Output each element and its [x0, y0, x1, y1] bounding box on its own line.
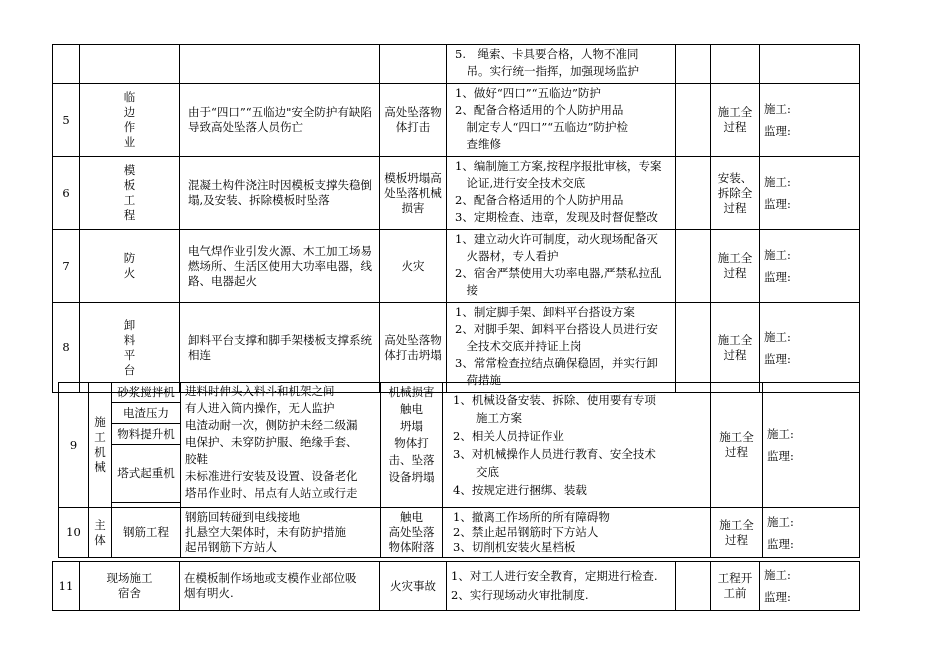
hazard-cell: 由于“四口”“五临边"安全防护有缺陷导致高处坠落人员伤亡 [180, 84, 380, 157]
accident-cell: 火灾事故 [380, 562, 447, 611]
hazard-cell: 电气焊作业引发火源、木工加工场易燃场所、生活区使用大功率电器，线路、电器起火 [180, 230, 380, 303]
empty-cell [676, 303, 711, 393]
timing-cell: 施工全过程 [711, 508, 763, 558]
empty-cell [676, 84, 711, 157]
timing-cell: 安装、拆除全过程 [711, 157, 760, 230]
accident-cell: 触电 高处坠落 物体附落 [381, 508, 443, 558]
sign-cell: 施工: 监理: [760, 157, 860, 230]
measures-cell: 1、编制施工方案,按程序报批审核，专案 论证,进行安全技术交底 2、配备合格适用的个人防护用品 3、定期检查、违章，发现及时督促整改 [447, 157, 676, 230]
safety-table-row9 [58, 382, 860, 508]
table-row [53, 84, 860, 157]
safety-table-row10 [58, 507, 860, 558]
category-cell: 现场施工 宿舍 [80, 562, 180, 611]
sign-cell: 施工: 监理: [760, 84, 860, 157]
category-cell: 主 体 [89, 508, 112, 558]
row-number: 6 [53, 157, 80, 230]
row-number: 9 [59, 383, 89, 508]
table-row [59, 508, 860, 558]
measures-cell: 1、机械设备安装、拆除、使用要有专项 施工方案 2、相关人员持证作业 3、对机械操作人员进行教育、安全技术 交底 4、按规定进行捆绑、装载 [443, 383, 711, 508]
hazard-cell: 卸料平台支撑和脚手架楼板支撑系统相连 [180, 303, 380, 393]
hazard-cell: 进料时伸头入料斗和机架之间 有人进入筒内操作，无人监护 电渣动耐一次，侧防护未经二级漏 电保护、未穿防护服、绝缘手套、 胶鞋 未标准进行安装及设置、设备老化 塔吊作业时、吊点有人站立或行走 [181, 383, 381, 508]
category-cell: 防 火 [80, 230, 180, 303]
machine-item: 砂浆搅拌机 [112, 383, 181, 403]
accident-cell: 模板坍塌高处坠落机械损害 [380, 157, 447, 230]
hazard-cell [180, 45, 380, 84]
machine-item: 塔式起重机 [112, 445, 181, 503]
empty-cell [676, 45, 711, 84]
accident-cell [380, 45, 447, 84]
sign-cell: 施工: 监理: [763, 383, 860, 508]
table-row [59, 383, 860, 403]
accident-cell: 机械损害 触电 坍塌 物体打 击、坠落 设备坍塌 [381, 383, 443, 508]
timing-cell: 施工全过程 [711, 383, 763, 508]
sign-cell: 施工: 监理: [760, 303, 860, 393]
empty-cell [676, 230, 711, 303]
empty-cell [676, 157, 711, 230]
measures-cell: 5. 绳索、卡具要合格，人物不准同 吊。实行统一指挥，加强现场监护 [447, 45, 676, 84]
sign-cell: 施工: 监理: [760, 230, 860, 303]
safety-table-main [52, 44, 860, 393]
measures-cell: 1、建立动火许可制度，动火现场配备灭 火器材，专人看护 2、宿舍严禁使用大功率电器,严禁私拉乱 接 [447, 230, 676, 303]
sign-cell: 施工: 监理: [763, 508, 860, 558]
table-row [53, 45, 860, 84]
sign-cell: 施工: 监理: [760, 562, 860, 611]
safety-table-row11 [52, 561, 860, 611]
table-row [53, 157, 860, 230]
table-row [53, 562, 860, 611]
accident-cell: 高处坠落物体打击坍塌 [380, 303, 447, 393]
row-number: 5 [53, 84, 80, 157]
timing-cell: 工程开 工前 [711, 562, 760, 611]
timing-cell: 施工全过程 [711, 230, 760, 303]
measures-cell: 1、做好“四口”“五临边”防护 2、配备合格适用的个人防护用品 制定专人“四口”“五临边”防护检 查维修 [447, 84, 676, 157]
hazard-cell: 混凝土构件浇注时因模板支撑失稳倒塌,及安装、拆除模板时坠落 [180, 157, 380, 230]
measures-cell: 1、制定脚手架、卸料平台搭设方案 2、对脚手架、卸料平台搭设人员进行安 全技术交底并持证上岗 3、常常检查拉结点确保稳固，并实行卸 荷措施 [447, 303, 676, 393]
measures-cell: 1、撤离工作场所的所有障碍物 2、禁止起吊钢筋时下方站人 3、切削机安装火星档板 [443, 508, 711, 558]
hazard-cell: 在模板制作场地或支模作业部位吸 烟有明火. [180, 562, 380, 611]
hazard-cell: 钢筋回转碰到电线接地 扎悬空大架体时，未有防护措施 起吊钢筋下方站人 [181, 508, 381, 558]
sign-cell [760, 45, 860, 84]
category-cell [80, 45, 180, 84]
table-row [53, 230, 860, 303]
timing-cell: 施工全过程 [711, 84, 760, 157]
empty-cell [676, 562, 711, 611]
measures-cell: 1、对工人进行安全教育，定期进行检查. 2、实行现场动火审批制度. [447, 562, 676, 611]
machine-item: 物料提升机 [112, 424, 181, 445]
accident-cell: 火灾 [380, 230, 447, 303]
row-number: 11 [53, 562, 80, 611]
row-number: 8 [53, 303, 80, 393]
table-row [53, 303, 860, 393]
row-number: 10 [59, 508, 89, 558]
machine-item: 电渣压力 [112, 403, 181, 424]
timing-cell [711, 45, 760, 84]
row-number: 7 [53, 230, 80, 303]
row-number [53, 45, 80, 84]
category-cell: 卸 料 平 台 [80, 303, 180, 393]
timing-cell: 施工全过程 [711, 303, 760, 393]
category-cell: 施 工 机 械 [89, 383, 112, 508]
item-cell: 钢筋工程 [112, 508, 181, 558]
category-cell: 临 边 作 业 [80, 84, 180, 157]
category-cell: 模 板 工 程 [80, 157, 180, 230]
accident-cell: 高处坠落物体打击 [380, 84, 447, 157]
